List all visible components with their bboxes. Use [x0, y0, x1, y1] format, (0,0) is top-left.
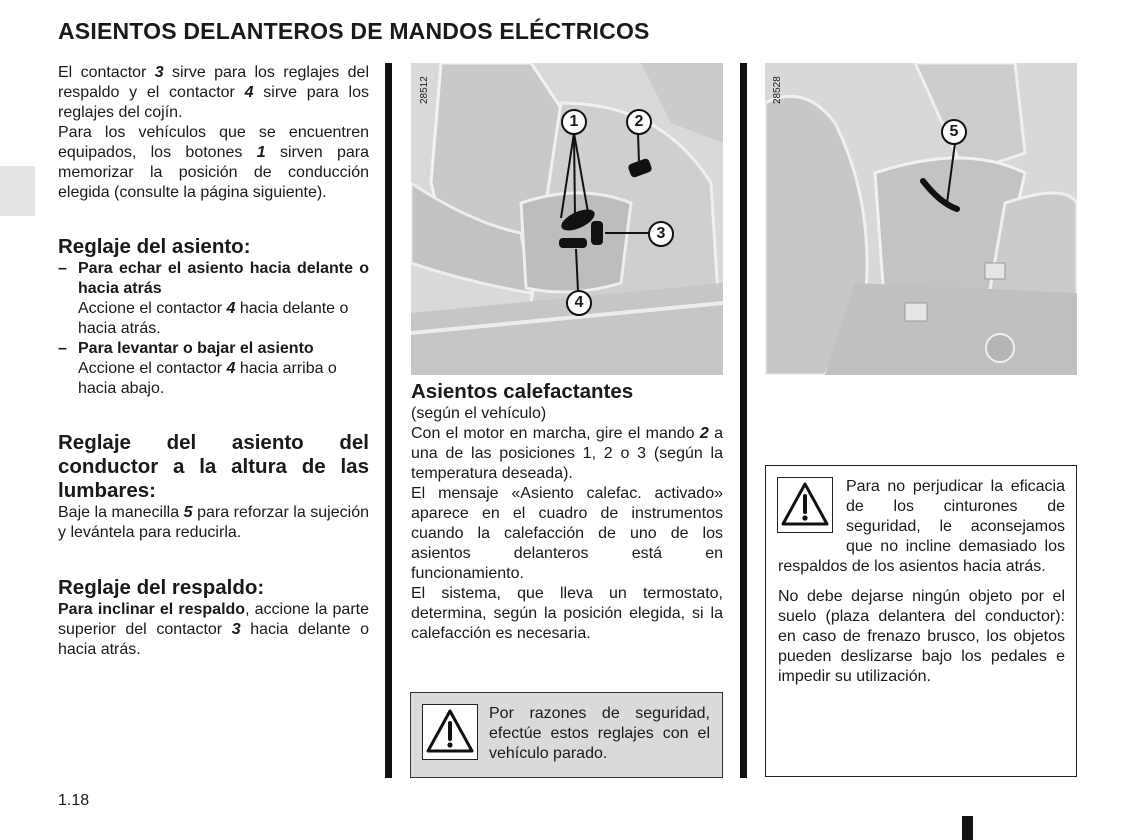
warning-box-stopped-vehicle	[410, 692, 723, 778]
heading-heated-seats: Asientos calefactantes	[411, 380, 634, 403]
heated-seats-subheading: (según el vehículo)	[411, 405, 547, 422]
warning-text-2: Para no perjudicar la eficacia de los cinturones de seguridad, le aconsejamos que no incline demasiado los respaldos de los asientos hacia atrás. No debe dejarse ningún objeto por el suelo (plaza delantera del conductor): en caso de frenazo brusco, los objetos pueden deslizarse bajo los pedales e impedir su utilización.	[778, 478, 1065, 685]
heated-seats-paragraph-1: Con el motor en marcha, gire el mando 2 a una de las posiciones 1, 2 o 3 (según la temperatura deseada).	[411, 425, 723, 482]
intro-paragraph-2: Para los vehículos que se encuentren equipados, los botones 1 sirven para memorizar la posición de conducción elegida (consulte la página siguiente).	[58, 124, 370, 201]
lumbar-paragraph: Baje la manecilla 5 para reforzar la sujeción y levántela para reducirla.	[58, 504, 369, 541]
heading-seat-adjust: Reglaje del asiento:	[58, 235, 251, 258]
figure1-code: 28512	[419, 76, 430, 104]
heading-lumbar: Reglaje del asiento del conductor a la altura de las lumbares:	[58, 431, 369, 502]
page-corner-mark	[962, 816, 973, 840]
list-item: – Para levantar o bajar el asiento Accione el contactor 4 hacia arriba o hacia abajo.	[58, 340, 337, 397]
heated-seats-paragraph-3: El sistema, que lleva un termostato, determina, según la posición elegida, si la calefacción es necesaria.	[411, 585, 723, 642]
warning-text-1: Por razones de seguridad, efectúe estos reglajes con el vehículo parado.	[489, 705, 710, 762]
warning-box-backrest	[765, 465, 1077, 777]
intro-paragraph-1: El contactor 3 sirve para los reglajes del respaldo y el contactor 4 sirve para los reglajes del cojín.	[58, 64, 369, 121]
seat-controls-illustration	[411, 63, 723, 375]
callout-5: 5	[941, 119, 967, 145]
chapter-tab	[0, 166, 35, 216]
column-divider-left	[385, 63, 392, 778]
column-left	[58, 63, 369, 660]
callout-3: 3	[648, 221, 674, 247]
page-number: 1.18	[58, 792, 90, 809]
page-title: ASIENTOS DELANTEROS DE MANDOS ELÉCTRICOS	[58, 18, 650, 44]
list-item: – Para echar el asiento hacia delante o hacia atrás Accione el contactor 4 hacia delante o hacia atrás.	[58, 260, 369, 337]
heated-seats-paragraph-2: El mensaje «Asiento calefac. activado» aparece en el cuadro de instrumentos cuando la calefacción de uno de los asientos delanteros está en funcionamiento.	[411, 485, 723, 582]
figure2-code: 28528	[772, 76, 783, 104]
callout-4: 4	[566, 290, 592, 316]
heading-backrest: Reglaje del respaldo:	[58, 576, 265, 599]
callout-2: 2	[626, 109, 652, 135]
lumbar-lever-illustration	[765, 63, 1077, 375]
backrest-paragraph: Para inclinar el respaldo, accione la parte superior del contactor 3 hacia delante o hacia atrás.	[58, 601, 369, 658]
column-divider-right	[740, 63, 747, 778]
callout-1: 1	[561, 109, 587, 135]
lumbar-lever-drawing	[765, 63, 1077, 375]
column-middle	[411, 380, 723, 644]
warning-triangle-icon	[422, 704, 478, 760]
seat-adjust-list	[58, 259, 369, 399]
